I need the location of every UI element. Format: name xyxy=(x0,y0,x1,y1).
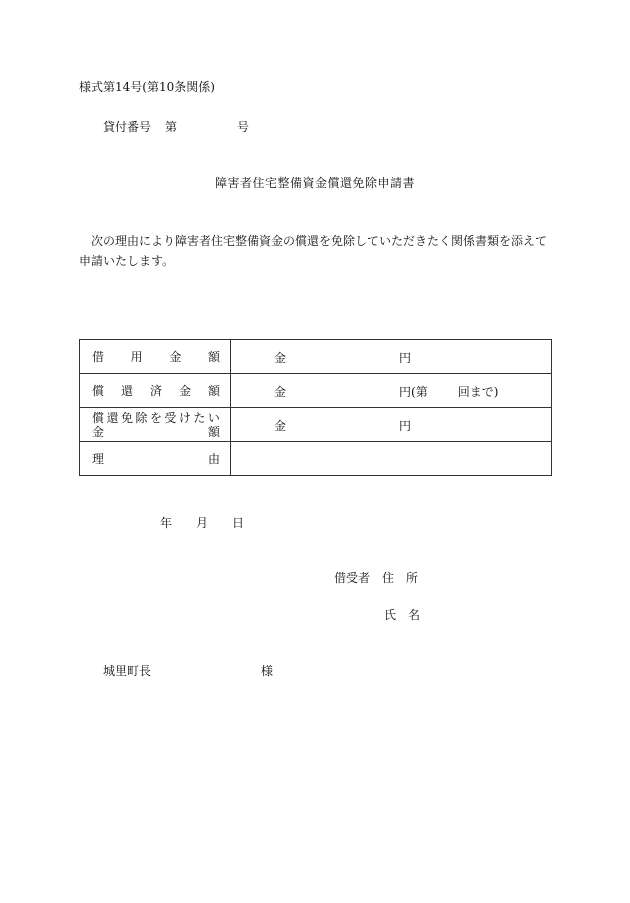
repaid-amount-field[interactable] xyxy=(231,374,552,408)
table-row xyxy=(80,340,552,374)
loan-number-go: 号 xyxy=(237,120,250,134)
loan-number-line xyxy=(103,119,249,135)
yen-suffix: 円 xyxy=(399,419,412,433)
honorific-sama: 様 xyxy=(261,664,274,678)
address-char-1: 住 xyxy=(382,571,395,585)
document-title: 障害者住宅整備資金償還免除申請書 xyxy=(214,176,415,190)
table-row xyxy=(80,408,552,442)
reason-field[interactable] xyxy=(231,442,552,476)
addressee-line xyxy=(103,663,273,679)
label-reason: 理 由 xyxy=(80,442,231,476)
borrowed-amount-field[interactable] xyxy=(231,340,552,374)
application-form-table xyxy=(79,339,552,476)
borrower-label: 借受者 xyxy=(334,571,371,585)
form-number: 様式第14号(第10条関係) xyxy=(79,80,215,94)
table-row xyxy=(80,442,552,476)
date-year: 年 xyxy=(160,516,173,530)
kin-prefix: 金 xyxy=(274,351,287,365)
label-repaid-amount: 償 還 済 金 額 xyxy=(80,374,231,408)
label-borrowed-amount: 借 用 金 額 xyxy=(80,340,231,374)
kin-prefix: 金 xyxy=(274,385,287,399)
mayor-title: 城里町長 xyxy=(103,664,152,678)
label-exemption-amount: 償 還 免 除 を 受 け た い 金 額 xyxy=(80,408,231,442)
kin-prefix: 金 xyxy=(274,419,287,433)
loan-number-dai: 第 xyxy=(165,120,178,134)
table-row xyxy=(80,374,552,408)
borrower-name-line xyxy=(384,607,420,623)
request-statement: 次の理由により障害者住宅整備資金の償還を免除していただきたく関係書類を添えて申請いたします。 xyxy=(79,234,548,268)
date-line xyxy=(160,515,244,531)
name-char-1: 氏 xyxy=(384,608,397,622)
name-char-2: 名 xyxy=(408,608,421,622)
exemption-amount-field[interactable] xyxy=(231,408,552,442)
date-month: 月 xyxy=(196,516,209,530)
yen-suffix: 円(第 回まで) xyxy=(399,385,499,399)
yen-suffix: 円 xyxy=(399,351,412,365)
address-char-2: 所 xyxy=(406,571,419,585)
date-day: 日 xyxy=(232,516,245,530)
borrower-address-line xyxy=(334,570,418,586)
loan-number-label: 貸付番号 xyxy=(103,120,152,134)
